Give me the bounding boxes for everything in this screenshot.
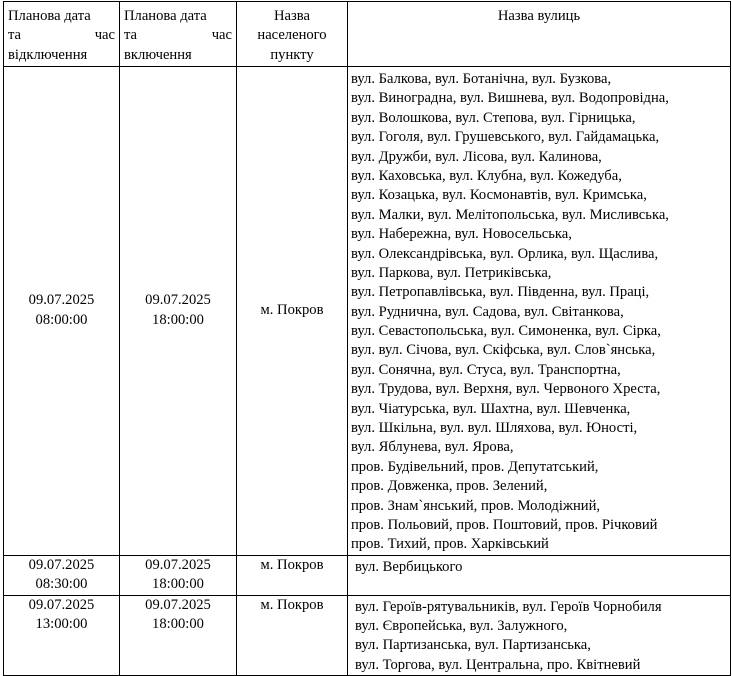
street-line: вул. Паркова, вул. Петриківська, bbox=[351, 264, 552, 281]
header-off-time: Планова дата та час відключення bbox=[4, 2, 120, 67]
street-line: вул. Олександрівська, вул. Орлика, вул. Щаслива, bbox=[351, 245, 659, 262]
street-line: вул. Руднична, вул. Садова, вул. Світанкова, bbox=[351, 303, 624, 320]
street-line: вул. Виноградна, вул. Вишнева, вул. Водопровідна, bbox=[351, 90, 669, 107]
header-row bbox=[4, 2, 731, 67]
street-line: пров. Знам`янський, пров. Молодіжний, bbox=[351, 497, 601, 514]
table-row bbox=[4, 555, 731, 595]
streets-cell bbox=[348, 67, 731, 556]
street-line: вул. Яблунева, вул. Ярова, bbox=[351, 439, 514, 456]
street-line: вул. Гоголя, вул. Грушевського, вул. Гайдамацька, bbox=[351, 129, 660, 146]
outage-schedule-table bbox=[3, 1, 731, 676]
off-datetime-cell: 09.07.2025 13:00:00 bbox=[4, 595, 120, 676]
street-line: вул. Чіатурська, вул. Шахтна, вул. Шевченка, bbox=[351, 400, 631, 417]
off-datetime-cell: 09.07.2025 08:00:00 bbox=[4, 67, 120, 556]
street-line: вул. Героїв-рятувальників, вул. Героїв Чорнобиля bbox=[355, 598, 662, 615]
street-line: вул. вул. Січова, вул. Скіфська, вул. Слов`янська, bbox=[351, 342, 656, 359]
street-line: вул. Шкільна, вул. вул. Шляхова, вул. Юності, bbox=[351, 420, 638, 437]
settlement-cell: м. Покров bbox=[237, 595, 348, 676]
street-line: вул. Волошкова, вул. Степова, вул. Гірницька, bbox=[351, 109, 636, 126]
on-datetime-cell: 09.07.2025 18:00:00 bbox=[120, 67, 237, 556]
street-line: вул. Дружби, вул. Лісова, вул. Калинова, bbox=[351, 148, 602, 165]
header-on-time: Планова дата та час включення bbox=[120, 2, 237, 67]
street-line: вул. Севастопольська, вул. Симоненка, вул. Сірка, bbox=[351, 323, 661, 340]
on-datetime-cell: 09.07.2025 18:00:00 bbox=[120, 555, 237, 595]
settlement-cell: м. Покров bbox=[237, 555, 348, 595]
street-line: пров. Тихий, пров. Харківський bbox=[351, 536, 549, 553]
street-line: вул. Козацька, вул. Космонавтів, вул. Кримська, bbox=[351, 187, 647, 204]
street-line: пров. Довженка, пров. Зелений, bbox=[351, 478, 548, 495]
streets-cell bbox=[348, 555, 731, 595]
settlement-cell: м. Покров bbox=[237, 67, 348, 556]
street-line: вул. Набережна, вул. Новосельська, bbox=[351, 226, 572, 243]
street-line: вул. Торгова, вул. Центральна, про. Квітневий bbox=[355, 656, 641, 673]
on-datetime-cell: 09.07.2025 18:00:00 bbox=[120, 595, 237, 676]
street-line: вул. Вербицького bbox=[355, 558, 463, 575]
street-line: вул. Трудова, вул. Верхня, вул. Червоного Хреста, bbox=[351, 381, 661, 398]
header-streets: Назва вулиць bbox=[348, 2, 731, 67]
street-line: вул. Малки, вул. Мелітопольська, вул. Мисливська, bbox=[351, 206, 669, 223]
street-line: пров. Будівельний, пров. Депутатський, bbox=[351, 458, 599, 475]
street-line: вул. Каховська, вул. Клубна, вул. Кожедуба, bbox=[351, 167, 622, 184]
header-settlement: Назва населеного пункту bbox=[237, 2, 348, 67]
off-datetime-cell: 09.07.2025 08:30:00 bbox=[4, 555, 120, 595]
table-row bbox=[4, 67, 731, 556]
street-line: вул. Європейська, вул. Залужного, bbox=[355, 617, 568, 634]
street-line: вул. Балкова, вул. Ботанічна, вул. Бузкова, bbox=[351, 71, 612, 87]
street-line: вул. Партизанська, вул. Партизанська, bbox=[355, 637, 591, 654]
street-line: пров. Польовий, пров. Поштовий, пров. Річковий bbox=[351, 516, 658, 533]
street-line: вул. Петропавлівська, вул. Південна, вул. Праці, bbox=[351, 284, 650, 301]
street-line: вул. Сонячна, вул. Стуса, вул. Транспортна, bbox=[351, 361, 621, 378]
